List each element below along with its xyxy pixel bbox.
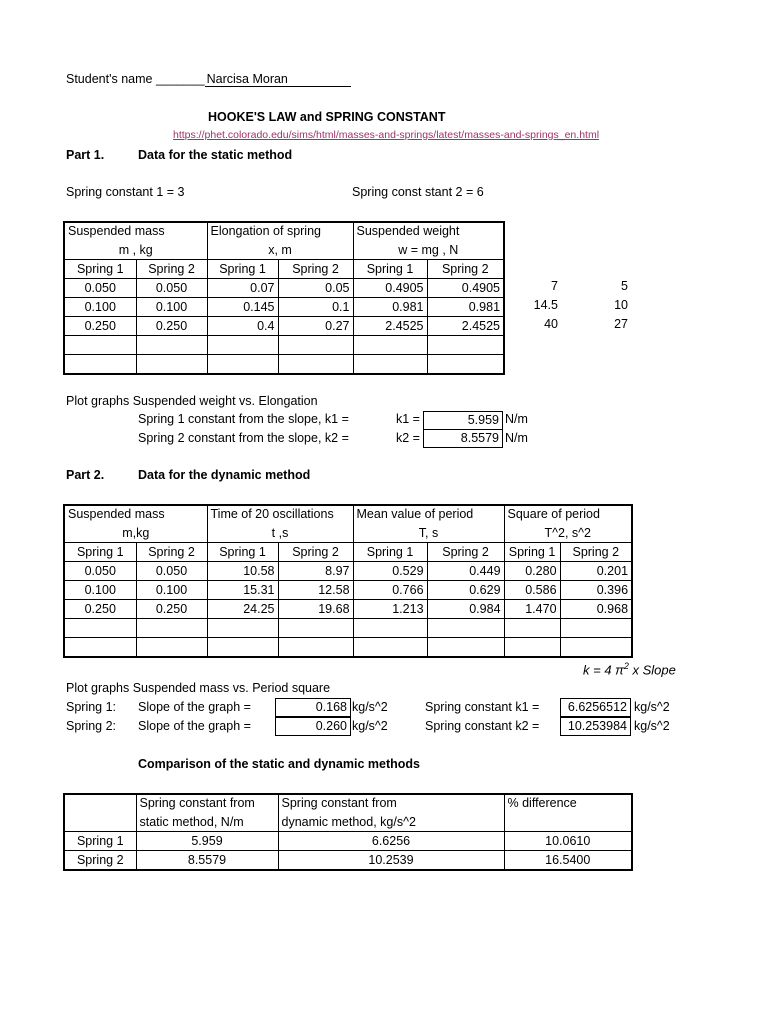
simulation-link[interactable]: https://phet.colorado.edu/sims/html/masses-and-springs/latest/masses-and-springs_en.html [173, 129, 600, 141]
comparison-title: Comparison of the static and dynamic methods [138, 757, 420, 771]
spring2-label: Spring 2: [66, 719, 117, 733]
mass-unit: m,kg [64, 524, 207, 543]
static-header-unit: static method, N/m [136, 813, 278, 832]
cell [207, 355, 278, 375]
cell: 2.4525 [427, 317, 504, 336]
spring-constant-formula: k = 4 $\pi^2$ x Slope [583, 661, 676, 678]
cell [353, 619, 427, 638]
cell [353, 355, 427, 375]
cell [278, 355, 353, 375]
dyn-k2-text: Spring constant k2 = [425, 719, 540, 733]
period-unit: T, s [353, 524, 504, 543]
slope2-text: Slope of the graph = [138, 719, 251, 733]
comparison-table [63, 793, 633, 871]
dyn-k1-value-box: 6.6256512 [560, 698, 631, 717]
time-unit: t ,s [207, 524, 353, 543]
dynamic-data-table [63, 504, 633, 658]
side-value: 10 [614, 298, 628, 312]
cell: 0.100 [64, 298, 136, 317]
period-header: Mean value of period [353, 505, 504, 524]
dyn-k2-value-box: 10.253984 [560, 717, 631, 736]
cell: 0.4 [207, 317, 278, 336]
cell: 2.4525 [353, 317, 427, 336]
cell: 1.213 [353, 600, 427, 619]
cell [278, 336, 353, 355]
cell: 0.27 [278, 317, 353, 336]
cell: 0.201 [560, 562, 632, 581]
mass-header: Suspended mass [64, 505, 207, 524]
cell: 0.050 [136, 562, 207, 581]
cell [353, 638, 427, 658]
col-spring2: Spring 2 [427, 260, 504, 279]
elongation-header: Elongation of spring [207, 222, 353, 241]
table-row [64, 317, 504, 336]
cell [427, 336, 504, 355]
cell: 0.629 [427, 581, 504, 600]
row-label: Spring 2 [64, 851, 136, 871]
table-row [64, 600, 632, 619]
col-spring1: Spring 1 [64, 543, 136, 562]
col-spring1: Spring 1 [207, 543, 278, 562]
square-unit: T^2, s^2 [504, 524, 632, 543]
col-spring2: Spring 2 [136, 543, 207, 562]
spring-constant-2-text: Spring const stant 2 = 6 [352, 185, 484, 199]
cell [207, 619, 278, 638]
cell [560, 638, 632, 658]
part2-plot-text: Plot graphs Suspended mass vs. Period square [66, 681, 331, 695]
spring1-label: Spring 1: [66, 700, 117, 714]
cell: 0.100 [136, 298, 207, 317]
cell: 0.050 [64, 562, 136, 581]
cell [136, 355, 207, 375]
cell: 15.31 [207, 581, 278, 600]
weight-unit: w = mg , N [353, 241, 504, 260]
cell: 12.58 [278, 581, 353, 600]
cell: 0.145 [207, 298, 278, 317]
cell: 0.449 [427, 562, 504, 581]
cell: 0.050 [136, 279, 207, 298]
cell [207, 336, 278, 355]
cell [64, 638, 136, 658]
cell: 0.529 [353, 562, 427, 581]
col-spring1: Spring 1 [207, 260, 278, 279]
table-row [64, 619, 632, 638]
cell [427, 619, 504, 638]
table-row [64, 562, 632, 581]
k2-value-box: 8.5579 [423, 429, 503, 448]
k1-label: k1 = [396, 412, 420, 426]
col-spring1: Spring 1 [504, 543, 560, 562]
cell: 0.250 [64, 600, 136, 619]
cell: 0.050 [64, 279, 136, 298]
static-data-table [63, 221, 505, 375]
cell: 24.25 [207, 600, 278, 619]
table-row [64, 851, 632, 871]
cell [427, 638, 504, 658]
cell [207, 638, 278, 658]
side-value: 40 [544, 317, 558, 331]
student-name-row [66, 72, 351, 87]
cell: 0.984 [427, 600, 504, 619]
col-spring1: Spring 1 [353, 260, 427, 279]
cell: 0.100 [136, 581, 207, 600]
cell: 0.586 [504, 581, 560, 600]
dynamic-header-unit: dynamic method, kg/s^2 [278, 813, 504, 832]
cell: 0.280 [504, 562, 560, 581]
col-spring2: Spring 2 [278, 543, 353, 562]
empty-header [64, 813, 136, 832]
cell: 0.981 [353, 298, 427, 317]
cell [560, 619, 632, 638]
cell: 1.470 [504, 600, 560, 619]
cell: 0.250 [136, 600, 207, 619]
cell [64, 619, 136, 638]
part2-title: Data for the dynamic method [138, 468, 311, 482]
table-row [64, 581, 632, 600]
table-row [64, 638, 632, 658]
square-header: Square of period [504, 505, 632, 524]
cell [278, 638, 353, 658]
slope1-value-box: 0.168 [275, 698, 351, 717]
diff-header: % difference [504, 794, 632, 832]
cell: 10.2539 [278, 851, 504, 871]
cell [504, 619, 560, 638]
cell: 0.766 [353, 581, 427, 600]
cell: 0.250 [136, 317, 207, 336]
k1-slope-text: Spring 1 constant from the slope, k1 = [138, 412, 349, 426]
row-label: Spring 1 [64, 832, 136, 851]
cell [278, 619, 353, 638]
cell: 0.07 [207, 279, 278, 298]
cell [504, 638, 560, 658]
part2-label: Part 2. [66, 468, 105, 482]
col-spring1: Spring 1 [64, 260, 136, 279]
cell: 10.58 [207, 562, 278, 581]
cell: 0.4905 [353, 279, 427, 298]
dyn-k2-unit: kg/s^2 [634, 719, 670, 733]
page-title: HOOKE'S LAW and SPRING CONSTANT [208, 110, 446, 124]
slope2-value-box: 0.260 [275, 717, 351, 736]
slope1-text: Slope of the graph = [138, 700, 251, 714]
cell: 0.05 [278, 279, 353, 298]
cell [136, 336, 207, 355]
col-spring2: Spring 2 [278, 260, 353, 279]
table-row [64, 298, 504, 317]
side-value: 27 [614, 317, 628, 331]
cell [64, 355, 136, 375]
col-spring2: Spring 2 [427, 543, 504, 562]
side-value: 5 [621, 279, 628, 293]
table-row [64, 336, 504, 355]
k1-unit: N/m [505, 412, 528, 426]
cell: 8.97 [278, 562, 353, 581]
slope1-unit: kg/s^2 [352, 700, 388, 714]
col-spring2: Spring 2 [560, 543, 632, 562]
cell: 0.396 [560, 581, 632, 600]
table-row [64, 279, 504, 298]
k2-label: k2 = [396, 431, 420, 445]
k2-unit: N/m [505, 431, 528, 445]
dyn-k1-unit: kg/s^2 [634, 700, 670, 714]
slope2-unit: kg/s^2 [352, 719, 388, 733]
k2-slope-text: Spring 2 constant from the slope, k2 = [138, 431, 349, 445]
cell: 0.250 [64, 317, 136, 336]
student-name-label: Student's name _______ [66, 72, 205, 86]
part1-label: Part 1. [66, 148, 105, 162]
cell [353, 336, 427, 355]
cell: 19.68 [278, 600, 353, 619]
k1-value-box: 5.959 [423, 411, 503, 430]
weight-header: Suspended weight [353, 222, 504, 241]
table-row [64, 832, 632, 851]
cell: 5.959 [136, 832, 278, 851]
time-header: Time of 20 oscillations [207, 505, 353, 524]
side-value: 7 [551, 279, 558, 293]
student-name-value: Narcisa Moran [205, 72, 351, 87]
cell: 0.981 [427, 298, 504, 317]
cell: 8.5579 [136, 851, 278, 871]
col-spring2: Spring 2 [136, 260, 207, 279]
spring-constant-1-text: Spring constant 1 = 3 [66, 185, 185, 199]
static-header: Spring constant from [136, 794, 278, 813]
cell: 10.0610 [504, 832, 632, 851]
cell: 6.6256 [278, 832, 504, 851]
elongation-unit: x, m [207, 241, 353, 260]
mass-header: Suspended mass [64, 222, 207, 241]
cell: 0.100 [64, 581, 136, 600]
cell: 0.4905 [427, 279, 504, 298]
empty-header [64, 794, 136, 813]
table-row [64, 355, 504, 375]
col-spring1: Spring 1 [353, 543, 427, 562]
dynamic-header: Spring constant from [278, 794, 504, 813]
side-value: 14.5 [533, 298, 558, 312]
mass-unit: m , kg [64, 241, 207, 260]
cell [136, 619, 207, 638]
cell: 0.968 [560, 600, 632, 619]
dyn-k1-text: Spring constant k1 = [425, 700, 540, 714]
part1-plot-text: Plot graphs Suspended weight vs. Elongation [66, 394, 318, 408]
part1-title: Data for the static method [138, 148, 293, 162]
cell [136, 638, 207, 658]
cell [427, 355, 504, 375]
cell [64, 336, 136, 355]
cell: 16.5400 [504, 851, 632, 871]
cell: 0.1 [278, 298, 353, 317]
